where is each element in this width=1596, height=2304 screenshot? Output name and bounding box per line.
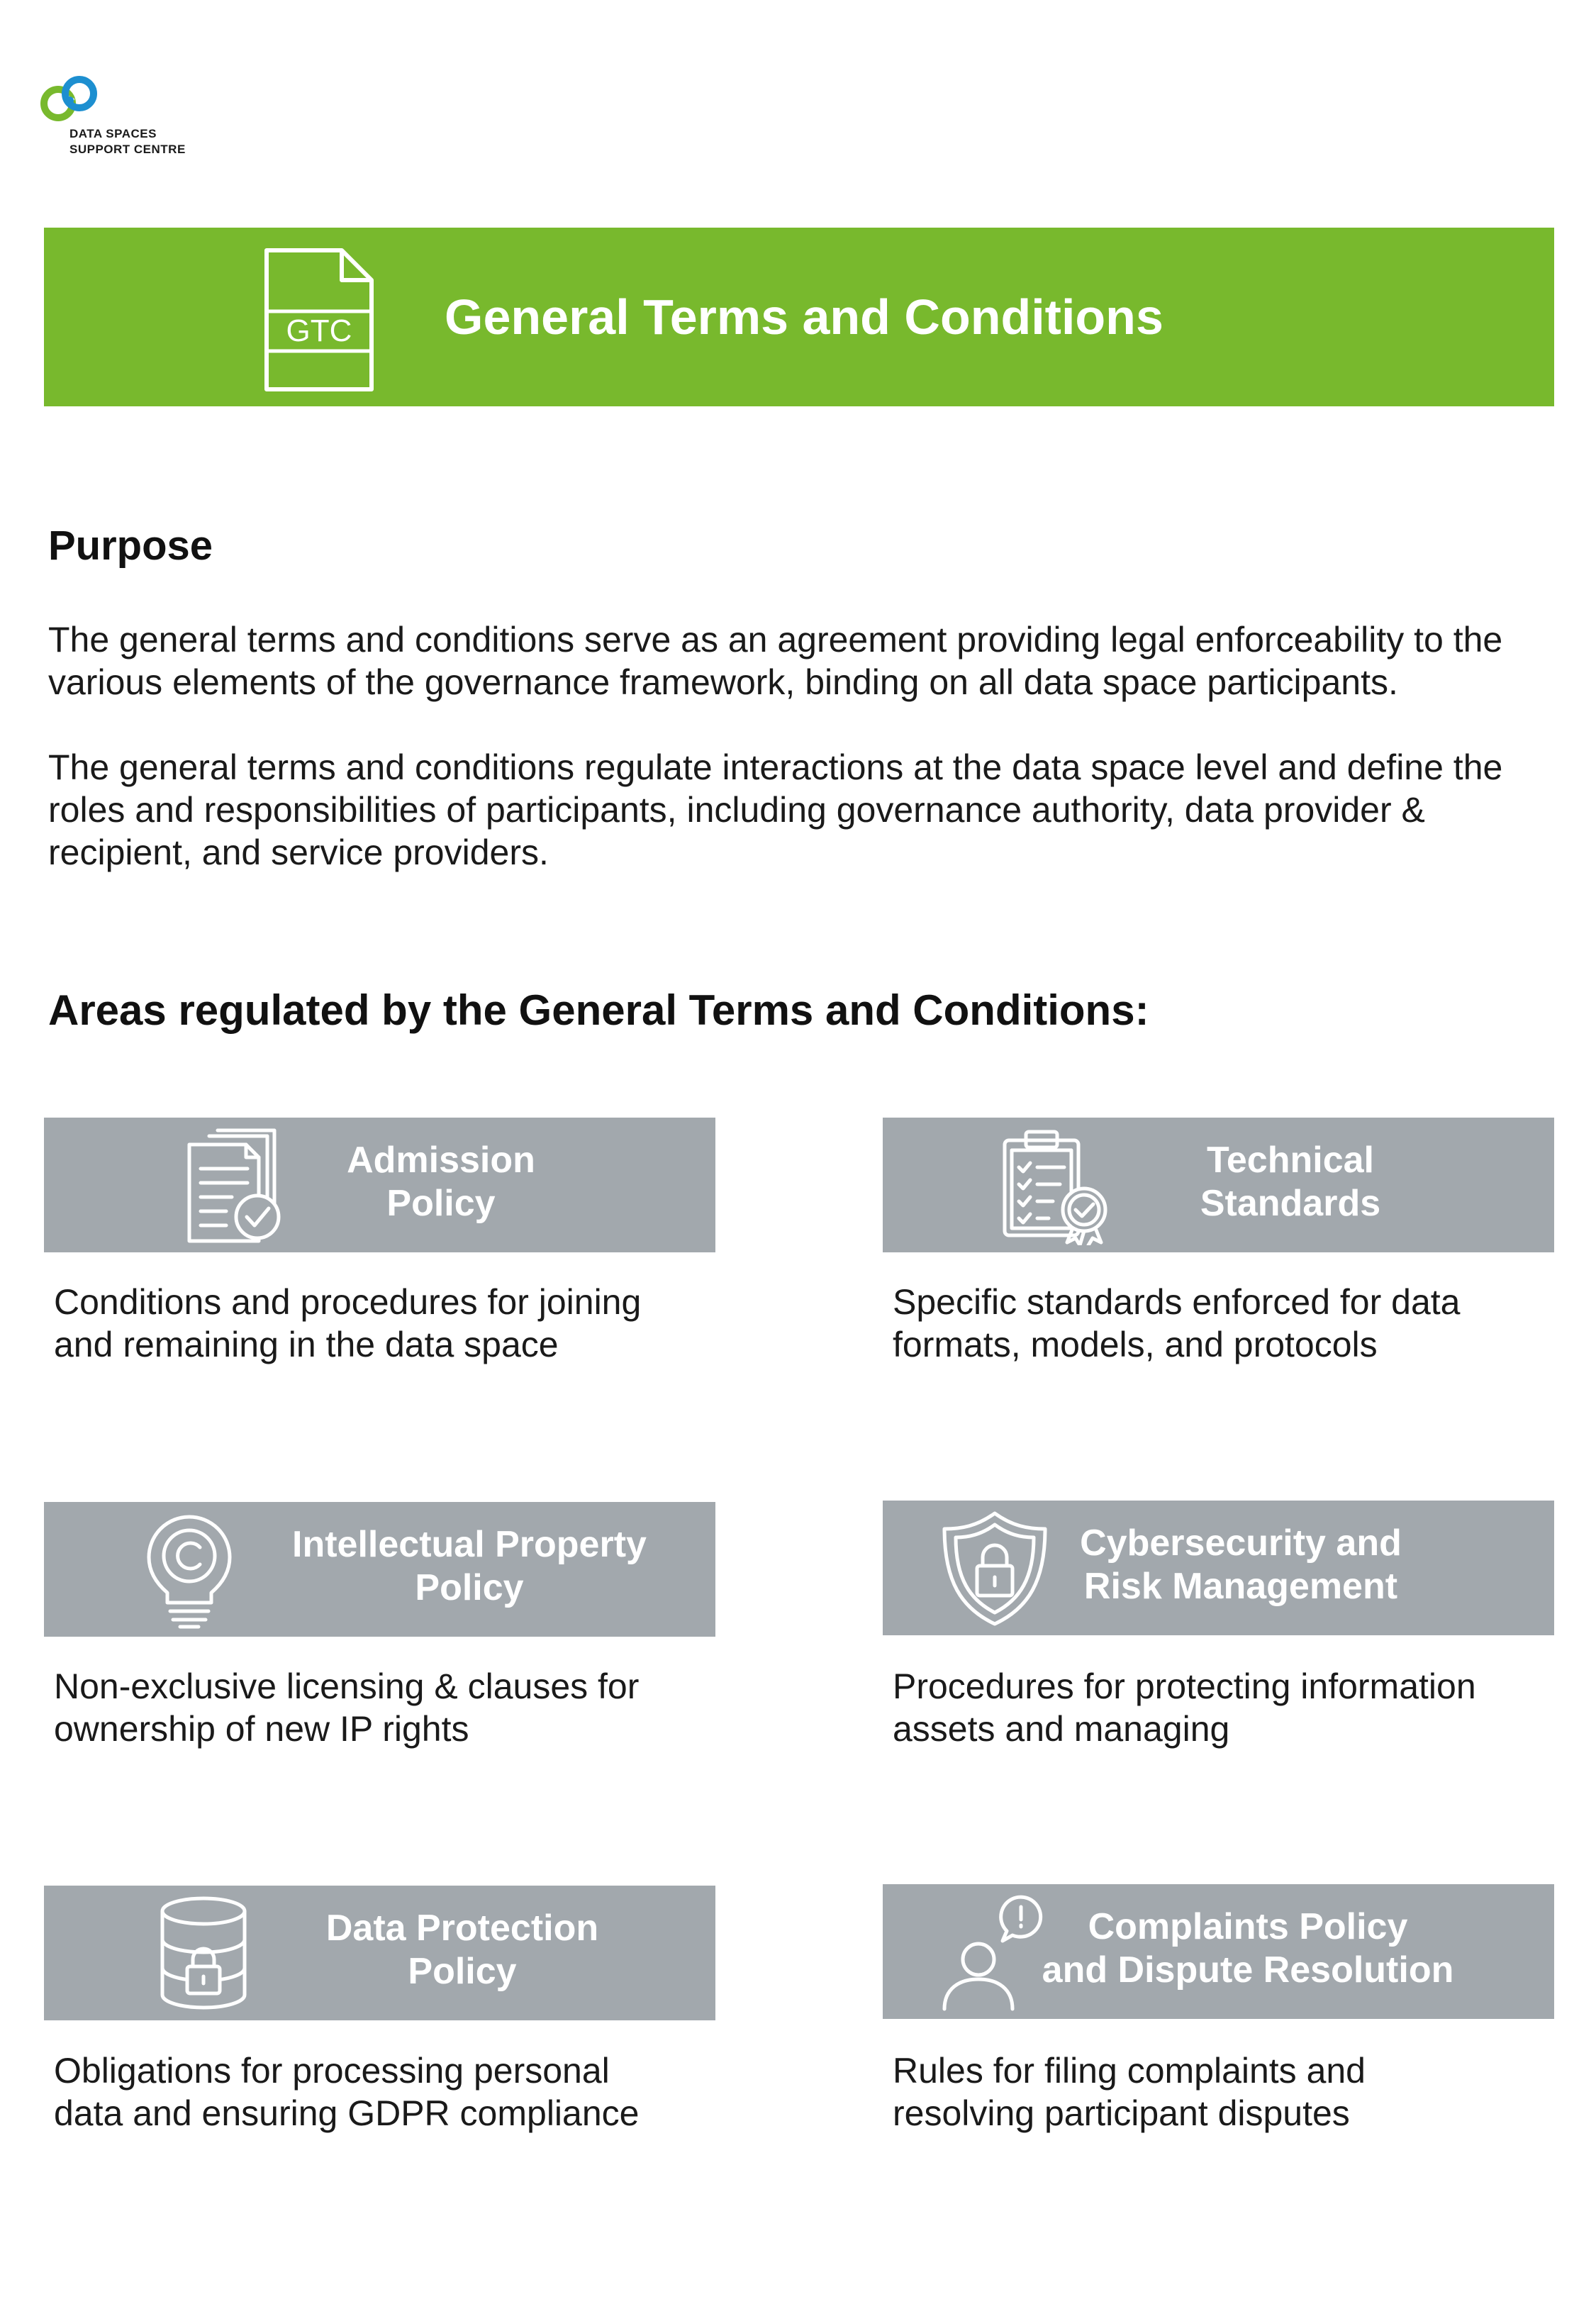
purpose-paragraph-1: The general terms and conditions serve as an agreement providing legal enforceability to the various elements of the governance framework, binding on all data space participants. (48, 620, 1503, 702)
dssc-logo-icon (37, 69, 105, 128)
area-card-ip (44, 1502, 715, 1637)
logo-line-1: DATA SPACES (69, 127, 157, 140)
area-desc-data-protection: Obligations for processing personal data and ensuring GDPR compliance (54, 2051, 640, 2133)
area-title-complaints: Complaints Policy and Dispute Resolution (1042, 1906, 1454, 1991)
purpose-heading: Purpose (48, 523, 213, 569)
title-banner (44, 228, 1554, 406)
area-desc-admission: Conditions and procedures for joining and remaining in the data space (54, 1282, 642, 1364)
area-desc-technical: Specific standards enforced for data formats, models, and protocols (893, 1282, 1461, 1364)
lightbulb-copyright-icon (129, 1509, 250, 1630)
area-desc-cybersecurity: Procedures for protecting information assets and managing (893, 1666, 1476, 1749)
area-desc-complaints: Rules for filing complaints and resolving participant disputes (893, 2051, 1366, 2133)
area-card-technical (883, 1118, 1554, 1252)
purpose-paragraph-2: The general terms and conditions regulate interactions at the data space level and define the roles and responsibilities of participants, including governance authority, data provider & recipient, and service providers. (48, 747, 1503, 872)
area-title-ip: Intellectual Property Policy (292, 1524, 647, 1608)
shield-lock-icon (934, 1508, 1055, 1628)
area-desc-ip: Non-exclusive licensing & clauses for ownership of new IP rights (54, 1666, 640, 1749)
clipboard-badge-icon (996, 1125, 1117, 1245)
areas-heading: Areas regulated by the General Terms and Conditions: (48, 986, 1149, 1034)
database-lock-icon (143, 1893, 264, 2013)
document-icon (262, 246, 376, 395)
area-title-admission: Admission Policy (347, 1140, 535, 1224)
area-card-admission (44, 1118, 715, 1252)
area-card-complaints (883, 1884, 1554, 2019)
brand-logo (37, 69, 221, 162)
area-title-data-protection: Data Protection Policy (325, 1908, 599, 1992)
area-title-technical: Technical Standards (1200, 1140, 1381, 1224)
area-card-cybersecurity (883, 1501, 1554, 1635)
area-title-cybersecurity: Cybersecurity and Risk Management (1080, 1523, 1402, 1607)
page-title: General Terms and Conditions (445, 289, 1163, 345)
logo-line-2: SUPPORT CENTRE (69, 143, 186, 156)
document-check-icon (175, 1125, 296, 1245)
banner-icon-label: GTC (286, 313, 352, 348)
area-card-data-protection (44, 1886, 715, 2020)
